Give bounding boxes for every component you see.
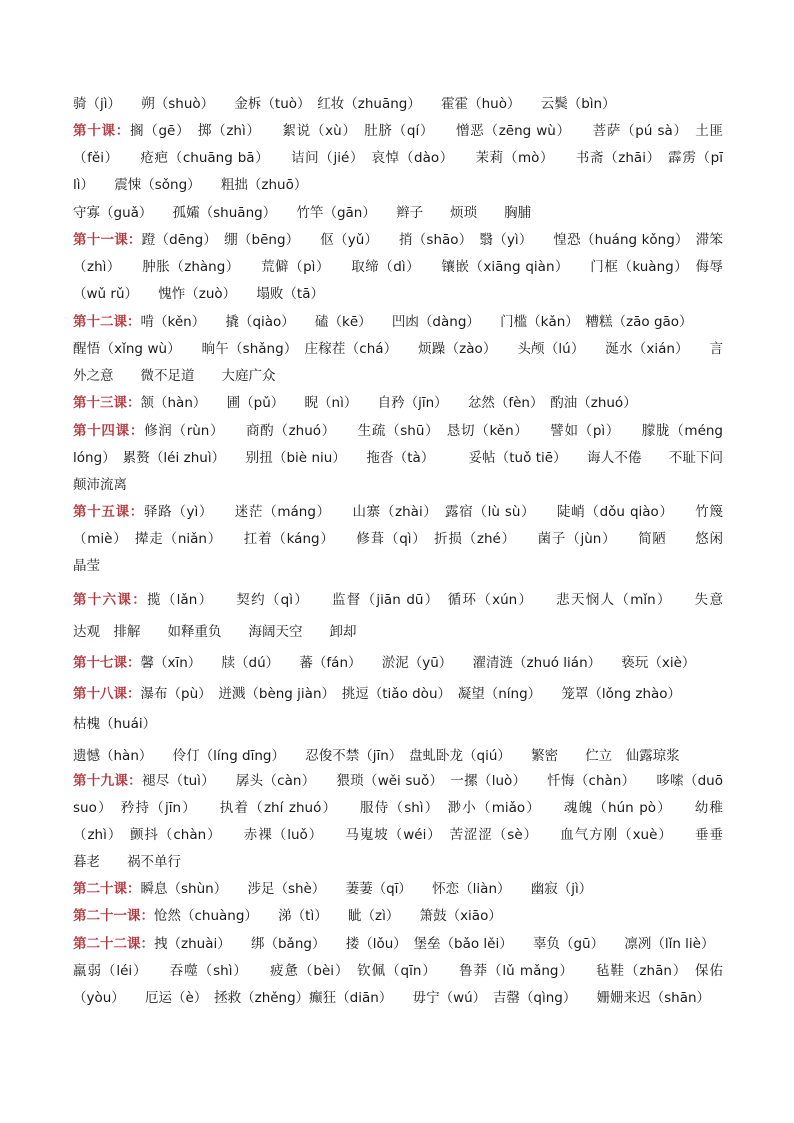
text-line [73,93,723,115]
lesson-heading: 第二十课： [73,881,141,897]
lesson-heading: 第十七课： [73,655,141,671]
text-line [73,501,723,523]
line-text: 馨（xīn） 牍（dú） 蕃（fán） 淤泥（yū） 濯清涟（zhuó lián） 亵玩（xiè） [140,655,696,671]
text-line [73,683,723,705]
text-line [73,229,723,251]
line-text: （fěi） 疮疤（chuāng bā） 诘问（jié） 哀悼（dào） 茉莉（mò） 书斋（zhāi） 霹雳（pī [73,150,723,166]
text-line [73,474,723,496]
text-line [73,713,723,735]
lesson-heading: 第十六课： [73,592,148,608]
text-line [73,365,723,387]
text-line [73,960,723,982]
lesson-heading: 第十九课： [73,773,142,789]
line-text: 驿路（yì） 迷茫（máng） 山寨（zhài） 露宿（lù sù） 陡峭（dǒu qiào） 竹篾 [143,504,724,520]
line-text: 暮老 祸不单行 [73,854,181,870]
line-text: 拽（zhuài） 绑（bǎng） 搂（lǒu） 堡垒（bǎo lěi） 辜负（gū） 凛冽（lǐn liè） [154,936,715,952]
lesson-heading: 第二十二课： [73,936,154,952]
text-line [73,202,723,224]
line-text: lóng） 累赘（léi zhuì） 别扭（biè niu） 拖沓（tà） 妥帖（tuǒ tiē） 诲人不倦 不耻下问 [73,450,723,466]
lesson-heading: 第十三课： [73,395,141,411]
line-text: 达观 排解 如释重负 海阔天空 卸却 [73,624,357,640]
line-text: 外之意 微不足道 大庭广众 [73,368,276,384]
text-line [73,147,723,169]
text-line [73,174,723,196]
line-text: （yòu） 厄运（è） 拯救（zhěng）癫狂（diān） 毋宁（wú） 吉罄（qìng） 姗姗来迟（shān） [73,990,711,1006]
line-text: 遗憾（hàn） 伶仃（líng dīng） 忍俊不禁（jīn） 盘虬卧龙（qiú） 繁密 伫立 仙露琼浆 [73,748,680,764]
text-line [73,770,723,792]
text-line [73,283,723,305]
text-line [73,528,723,550]
text-line [73,392,723,414]
text-line [73,851,723,873]
line-text: 怆然（chuàng） 涕（tì） 眦（zì） 箫鼓（xiāo） [154,908,502,924]
line-text: （wǔ rǔ） 愧怍（zuò） 塌败（tā） [73,286,324,302]
text-line [73,420,723,442]
line-text: 蹬（dēng） 绷（bēng） 伛（yǔ） 捎（shāo） 翳（yì） 惶恐（huáng kǒng） 滞笨 [141,232,723,248]
text-line [73,120,723,142]
text-line [73,589,723,611]
line-text: 修润（rùn） 商酌（zhuó） 生疏（shū） 恳切（kěn） 譬如（pì） 朦胧（méng [144,423,723,439]
text-line [73,338,723,360]
text-line [73,878,723,900]
line-text: 颔（hàn） 圃（pǔ） 睨（nì） 自矜（jīn） 忿然（fèn） 酌油（zhuó） [140,395,637,411]
text-line [73,311,723,333]
line-text: 瀑布（pù） 迸溅（bèng jiàn） 挑逗（tiǎo dòu） 凝望（níng） 笼罩（lǒng zhào） [140,686,682,702]
line-text: suo） 矜持（jīn） 执着（zhí zhuó） 服侍（shì） 渺小（miǎo） 魂魄（hún pò） 幼稚 [73,800,723,816]
line-text: 守寡（guǎ） 孤孀（shuāng） 竹竿（gān） 辫子 烦琐 胸脯 [73,205,532,221]
line-text: 褪尽（tuì） 孱头（càn） 猥琐（wěi suǒ） 一摞（luò） 忏悔（chàn） 哆嗦（duō [141,773,724,789]
line-text: 枯槐（huái） [73,716,157,732]
line-text: （zhì） 颤抖（chàn） 赤裸（luǒ） 马嵬坡（wéi） 苦涩涩（sè） 血气方刚（xuè） 垂垂 [73,827,723,843]
text-line [73,256,723,278]
line-text: 醒悟（xǐng wù） 晌午（shǎng） 庄稼茬（chá） 烦躁（zào） 头颅（lú） 涎水（xián） 言 [73,341,723,357]
line-text: 骑（jì） 朔（shuò） 金柝（tuò） 红妆（zhuāng） 霍霍（huò） 云鬓（bìn） [73,96,616,112]
line-text: （miè） 撵走（niǎn） 扛着（káng） 修葺（qì） 折损（zhé） 菌子（jùn） 简陋 悠闲 [73,531,723,547]
line-text: 颠沛流离 [73,477,127,493]
lesson-heading: 第十课： [73,123,130,139]
lesson-heading: 第十五课： [73,504,144,520]
text-line [73,447,723,469]
text-line [73,555,723,577]
line-text: 揽（lǎn） 契约（qì） 监督（jiān dū） 循环（xún） 悲天悯人（mǐn） 失意 [147,592,723,608]
text-line [73,652,723,674]
text-line [73,745,723,767]
lesson-heading: 第十八课： [73,686,141,702]
lesson-heading: 第十二课： [73,314,141,330]
text-line [73,621,723,643]
text-line [73,933,723,955]
lesson-heading: 第二十一课： [73,908,154,924]
text-line [73,987,723,1009]
line-text: （zhì） 肿胀（zhàng） 荒僻（pì） 取缔（dì） 镶嵌（xiāng qiàn） 门框（kuàng） 侮辱 [73,259,723,275]
lesson-heading: 第十一课： [73,232,142,248]
line-text: 晶莹 [73,558,100,574]
line-text: lì） 震悚（sǒng） 粗拙（zhuō） [73,177,308,193]
line-text: 搁（gē） 掷（zhì） 絮说（xù） 肚脐（qí） 憎恶（zēng wù） 菩萨（pú sà） 土匪 [129,123,724,139]
text-line [73,824,723,846]
line-text: 瞬息（shùn） 涉足（shè） 萋萋（qī） 怀恋（liàn） 幽寂（jì） [140,881,593,897]
text-line [73,905,723,927]
line-text: 啃（kěn） 撬（qiào） 磕（kē） 凹凼（dàng） 门槛（kǎn） 糟糕（zāo gāo） [140,314,693,330]
line-text: 羸弱（léi） 吞噬（shì） 疲惫（bèi） 钦佩（qīn） 鲁莽（lǔ mǎng） 毡鞋（zhān） 保佑 [73,963,723,979]
lesson-heading: 第十四课： [73,423,145,439]
text-line [73,797,723,819]
